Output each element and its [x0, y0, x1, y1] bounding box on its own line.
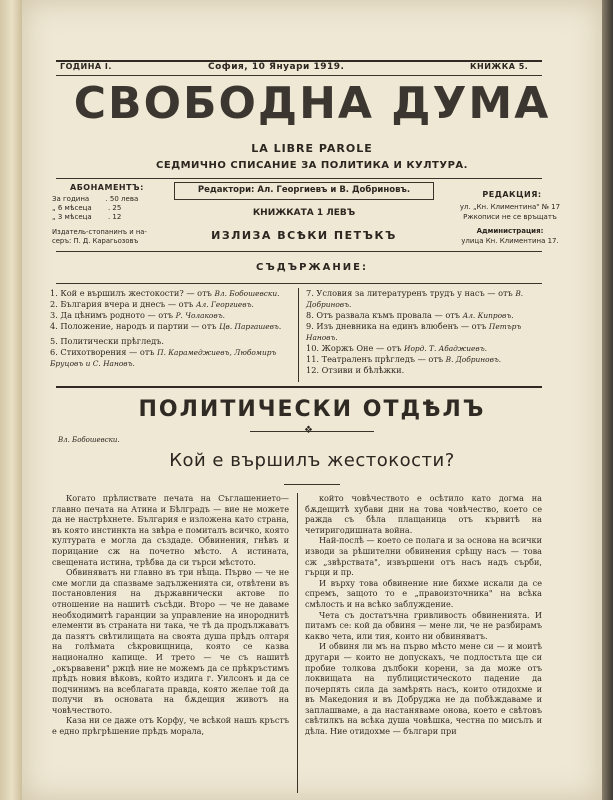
frequency-line: ИЗЛИЗА ВСѢКИ ПЕТЪКЪ	[211, 229, 397, 242]
article-title: Кой е вършилъ жестокости?	[169, 450, 455, 471]
article-author: Вл. Бобошевски.	[58, 436, 120, 444]
title-underline	[284, 484, 340, 485]
paragraph: И върху това обвинение ние бихме искали да се спремъ, защото то е „правоизточника" на всѣка смѣлость и на всѣко заблуждение.	[305, 577, 542, 609]
editors-line: Редактори: Ал. Георгиевъ и В. Добриновъ.	[197, 185, 411, 195]
toc-entry: 8. Отъ развала къмъ провала — отъ Ал. Кипровъ.	[306, 310, 514, 320]
toc-entry: 7. Условия за литературенъ трудъ у насъ — отъ В. Добриновъ.	[306, 288, 524, 309]
masthead-subtitle: LA LIBRE PAROLE	[251, 142, 373, 155]
book-binding	[0, 0, 23, 800]
admin-address: улица Кн. Климентина 17.	[461, 237, 559, 245]
toc-entry: 4. Положение, народъ и партии — отъ Цв. Паргашевъ.	[50, 321, 282, 331]
subscription-table	[52, 195, 172, 222]
toc-entry: 10. Жоржъ Оне — отъ Иорд. Т. Абаджиевъ.	[306, 343, 487, 353]
section-title: ПОЛИТИЧЕСКИ ОТДѢЛЪ	[138, 397, 486, 422]
column-divider	[297, 493, 298, 793]
toc-entry: 9. Изъ дневника на единъ влюбенъ — отъ Петъръ Нановъ.	[306, 321, 522, 342]
toc-heading: СЪДЪРЖАНИЕ:	[256, 262, 368, 273]
issue-number: КНИЖКА 5.	[470, 62, 529, 71]
masthead-tagline: СЕДМИЧНО СПИСАНИЕ ЗА ПОЛИТИКА И КУЛТУРА.	[156, 160, 468, 171]
manuscripts-note: Ржкописи не се връщатъ	[463, 213, 557, 221]
toc-entry: 12. Отзиви и бѣлѣжки.	[306, 365, 405, 375]
page-edge	[602, 0, 613, 800]
ornament-icon: ❖	[304, 425, 313, 436]
subscription-row: „ 6 мѣсеца . 25	[52, 204, 122, 212]
paragraph: Чета съ достатъчна гривливость обвиненията. И питамъ се: кой да обвиня — мене ли, че не разбирамъ какво чета, или тия, които ни обвиняватъ.	[305, 609, 542, 641]
paragraph: който човѣчеството е осѣтило като догма на бѫдещитѣ хубави дни на това човѣчество, което се ражда съ бѣла плащаница отъ кървитѣ на четиригодишната война.	[305, 493, 542, 535]
article-column-left	[52, 493, 289, 737]
article-column-right	[305, 493, 542, 737]
issue-date: София, 10 Януари 1919.	[208, 62, 345, 72]
toc-entry: 3. Да цѣнимъ родното — отъ Р. Чолаковъ.	[50, 310, 225, 320]
toc-entry: 1. Кой е вършилъ жестокости? — отъ Вл. Бобошевски.	[50, 288, 280, 298]
paragraph: Когато прѣлиствате печата на Съглашението—главно печата на Атина и Бѣлградъ — вие не можете да не настрѣхнете. България е изложена като страна, въ която инстинкта на звѣра е помиталъ всичко, която културата е могла да създаде. Обвинения, гнѣвъ и порицание сж на почетно мѣсто. А истината, свещената истина, трѣбва да си търси мѣстото.	[52, 493, 289, 567]
office-address: ул. „Кн. Климентина" № 17	[459, 203, 561, 211]
admin-heading: Администрация:	[476, 227, 544, 235]
price-line: КНИЖКАТА 1 ЛЕВЪ	[252, 208, 356, 218]
year-label: ГОДИНА I.	[60, 62, 112, 71]
toc-divider	[298, 288, 299, 382]
toc-entry: 6. Стихотворения — отъ П. Карамеджиевъ, Любомиръ Бруцовъ и С. Нановъ.	[50, 347, 277, 368]
paragraph: Каза ни се даже отъ Корфу, че всѣкой нашъ кръстъ е едно прѣгрѣшение прѣдъ морала,	[52, 715, 289, 737]
paragraph: И обвиня ли мъ на първо мѣсто мене си — и моитѣ другари — които не допускахъ, че подлостьта ще си пробие толкова дълбоки корени, за да може отъ локвищата на публицистическото падение да почерпять сила да замѣрять насъ, които отидохме и въ Македония и въ Добруджа не да побѣждаваме и заплашваме, а да настаняваме онова, което е свѣтовъ свѣтилкъ на всѣка душа човѣшка, честна по мисълъ и дѣла. Ние отидохме — българи при	[305, 641, 542, 737]
subscription-heading: АБОНАМЕНТЪ:	[70, 183, 144, 192]
toc-entry: 5. Политически прѣгледъ.	[50, 336, 164, 346]
paragraph: Обвиняватъ ни главно въ три нѣща. Първо — че не сме могли да спазваме задълженията си, отвѣтени въ постановления на държавнически актове по отношение на нашитѣ съсѣди. Второ — че не даваме необходимитѣ гаранции за управление на инороднитѣ елементи въ страната ни така, че тѣ да продължаватъ да пазятъ свѣтилищата на своята душа прѣдъ олтаря на голѣмата сѣкровищница, която се казва национално капище. И трето — че съ нашитѣ „окървавени" ржцѣ ние не можемъ да се прѣкръстимъ прѣдъ новия вѣковъ, който издига г. Уилсонъ и да се подчинимъ на всеблагата правда, която желае той да получи въ основата на бѫдещия животъ на човѣчеството.	[52, 567, 289, 715]
subscription-row: За година . 50 лева	[52, 195, 139, 203]
toc-entry: 2. България вчера и днесъ — отъ Ал. Георгиевъ.	[50, 299, 254, 309]
toc-right-column	[306, 288, 546, 376]
toc-left-column	[50, 288, 290, 369]
newspaper-page	[22, 0, 602, 800]
office-heading: РЕДАКЦИЯ:	[482, 190, 542, 199]
masthead-title: СВОБОДНА ДУМА	[73, 78, 551, 129]
publisher-note: Издатель-стопанинъ и на- серъ: П. Д. Карагьозовъ	[52, 228, 147, 245]
paragraph: Най-послѣ — което се полага и за основа на всички изводи за рѣшителни обвинения срѣщу насъ — това сж „звѣрствата", извършени отъ насъ надъ сърби, гърци и пр.	[305, 535, 542, 578]
toc-entry: 11. Театраленъ прѣгледъ — отъ В. Добриновъ.	[306, 354, 502, 364]
subscription-row: „ 3 мѣсеца . 12	[52, 213, 122, 221]
